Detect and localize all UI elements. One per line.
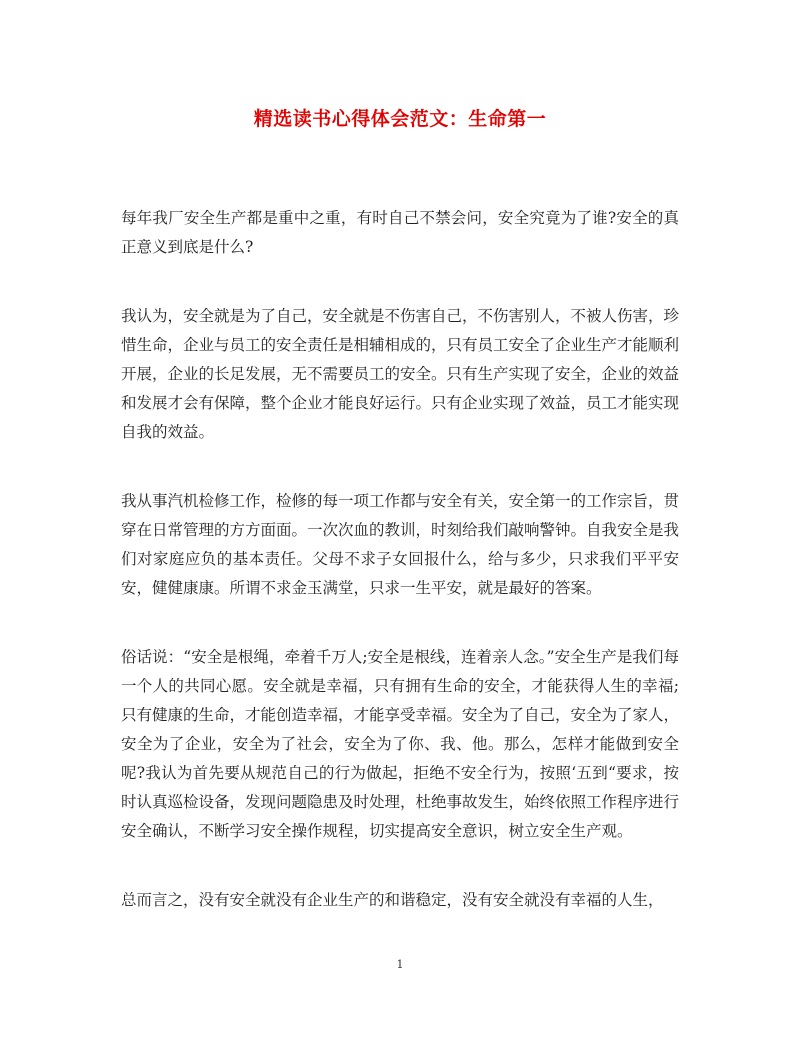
paragraph-5: 总而言之，没有安全就没有企业生产的和谐稳定，没有安全就没有幸福的人生， xyxy=(121,891,664,909)
page-number: 1 xyxy=(396,958,404,971)
paragraph-3: 我从事汽机检修工作，检修的每一项工作都与安全有关，安全第一的工作宗旨，贯穿在日常管理的方方面面。一次次血的教训，时刻给我们敲响警钟。自我安全是我们对家庭应负的基本责任。父母不求子女回报什么，给与多少，只求我们平平安安，健健康康。所谓不求金玉满堂，只求一生平安，就是最好的答案。 xyxy=(121,492,680,597)
document-body xyxy=(121,204,679,955)
paragraph-1: 每年我厂安全生产都是重中之重，有时自己不禁会问，安全究竟为了谁?安全的真正意义到底是什么? xyxy=(121,209,679,256)
document-title: 精选读书心得体会范文：生命第一 xyxy=(253,108,547,130)
paragraph-4: 俗话说：“安全是根绳，牵着千万人;安全是根线，连着亲人念。”安全生产是我们每一个人的共同心愿。安全就是幸福，只有拥有生命的安全，才能获得人生的幸福;只有健康的生命，才能创造幸福，才能享受幸福。安全为了自己，安全为了家人，安全为了企业，安全为了社会，安全为了你、我、他。那么，怎样才能做到安全呢?我认为首先要从规范自己的行为做起，拒绝不安全行为，按照‘五到“要求，按时认真巡检设备，发现问题隐患及时处理，杜绝事故发生，始终依照工作程序进行安全确认，不断学习安全操作规程，切实提高安全意识，树立安全生产观。 xyxy=(121,648,680,840)
paragraph-2: 我认为，安全就是为了自己，安全就是不伤害自己，不伤害别人，不被人伤害，珍惜生命，企业与员工的安全责任是相辅相成的，只有员工安全了企业生产才能顺利开展，企业的长足发展，无不需要员工的安全。只有生产实现了安全，企业的效益和发展才会有保障，整个企业才能良好运行。只有企业实现了效益，员工才能实现自我的效益。 xyxy=(121,307,680,441)
